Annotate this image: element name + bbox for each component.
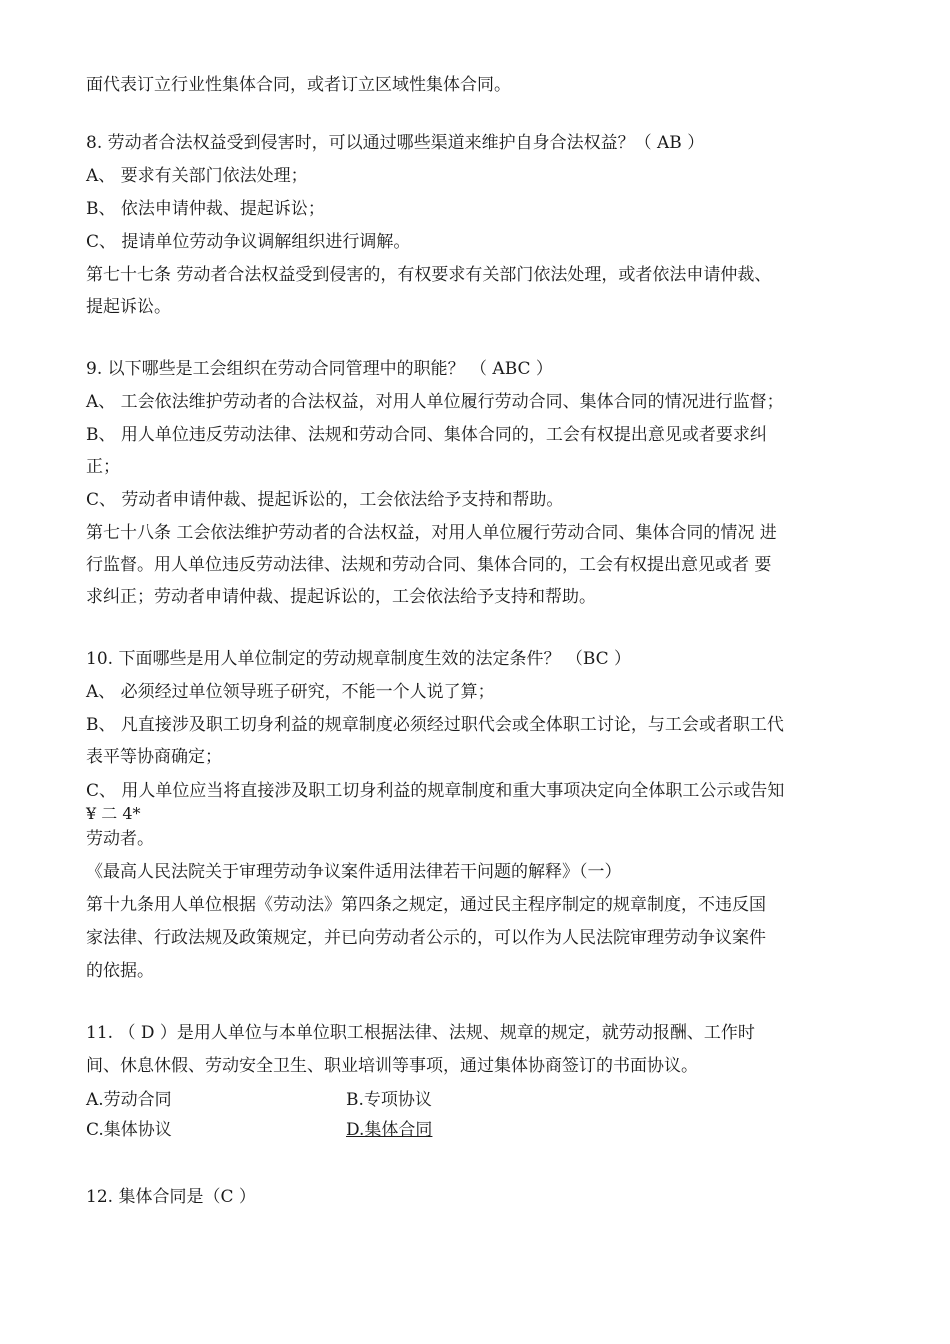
option-c: C.集体协议 [86,1120,172,1140]
question-11-cont: 间、休息休假、劳动安全卫生、职业培训等事项，通过集体协商签订的书面协议。 [86,1056,698,1076]
option-a: A、 必须经过单位领导班子研究，不能一个人说了算； [86,682,495,702]
question-12: 12. 集体合同是（C ） [86,1187,256,1207]
law-text: 行监督。用人单位违反劳动法律、法规和劳动合同、集体合同的，工会有权提出意见或者 要 [86,555,772,575]
question-10: 10. 下面哪些是用人单位制定的劳动规章制度生效的法定条件？ （BC ） [86,649,632,669]
option-b: B、 凡直接涉及职工切身利益的规章制度必须经过职代会或全体职工讨论，与工会或者职工代 [86,715,784,735]
text-line: 面代表订立行业性集体合同，或者订立区域性集体合同。 [86,75,511,95]
option-b-cont: 表平等协商确定； [86,747,222,767]
option-b: B、 用人单位违反劳动法律、法规和劳动合同、集体合同的，工会有权提出意见或者要求纠 [86,425,767,445]
option-b: B、 依法申请仲裁、提起诉讼； [86,199,325,219]
question-8: 8. 劳动者合法权益受到侵害时，可以通过哪些渠道来维护自身合法权益？（ AB ） [86,133,705,153]
option-a: A、 要求有关部门依法处理； [86,166,308,186]
law-text: 第七十八条 工会依法维护劳动者的合法权益，对用人单位履行劳动合同、集体合同的情况 进 [86,523,777,543]
option-c: C、 用人单位应当将直接涉及职工切身利益的规章制度和重大事项决定向全体职工公示或告知 [86,781,785,801]
option-c: C、 提请单位劳动争议调解组织进行调解。 [86,232,411,252]
option-b: B.专项协议 [346,1090,432,1110]
scan-noise: ¥ 二 4* [86,804,141,823]
option-a: A.劳动合同 [86,1090,172,1110]
law-text: 的依据。 [86,961,154,981]
law-text: 第十九条用人单位根据《劳动法》第四条之规定，通过民主程序制定的规章制度，不违反国 [86,895,766,915]
option-a: A、 工会依法维护劳动者的合法权益，对用人单位履行劳动合同、集体合同的情况进行监督； [86,392,784,412]
law-text: 家法律、行政法规及政策规定，并已向劳动者公示的，可以作为人民法院审理劳动争议案件 [86,928,766,948]
reference-title: 《最高人民法院关于审理劳动争议案件适用法律若干问题的解释》（一） [86,862,622,882]
question-11: 11. （ D ）是用人单位与本单位职工根据法律、法规、规章的规定，就劳动报酬、工作时 [86,1023,755,1043]
law-text: 提起诉讼。 [86,297,171,317]
option-c-cont: 劳动者。 [86,829,154,849]
option-d-answer: D.集体合同 [346,1120,433,1140]
option-b-cont: 正； [86,457,120,477]
question-9: 9. 以下哪些是工会组织在劳动合同管理中的职能？ （ ABC ） [86,359,553,379]
law-text: 求纠正；劳动者申请仲裁、提起诉讼的，工会依法给予支持和帮助。 [86,587,596,607]
option-c: C、 劳动者申请仲裁、提起诉讼的，工会依法给予支持和帮助。 [86,490,564,510]
law-text: 第七十七条 劳动者合法权益受到侵害的，有权要求有关部门依法处理，或者依法申请仲裁、 [86,265,772,285]
